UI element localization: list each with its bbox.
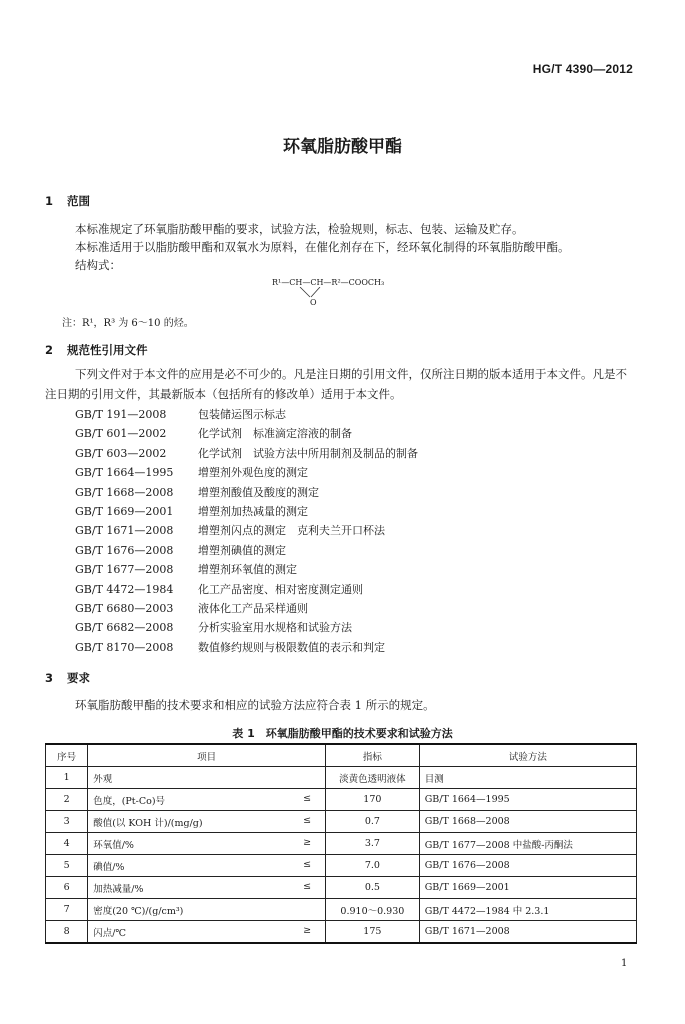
reference-code: GB/T 603—2002 — [75, 446, 167, 460]
cell-item — [88, 877, 326, 899]
item-label: 色度，(Pt-Co)号 — [93, 795, 166, 807]
section-title: 规范性引用文件 — [67, 343, 148, 357]
cell-no: 8 — [46, 921, 88, 944]
cell-item — [88, 811, 326, 833]
reference-title: 化学试剂 试验方法中所用制剂及制品的制备 — [198, 446, 418, 460]
cell-index: 0.5 — [326, 877, 420, 899]
reference-title: 化学试剂 标准滴定溶液的制备 — [198, 427, 352, 441]
cell-method: GB/T 1669—2001 — [419, 877, 636, 899]
reference-code: GB/T 601—2002 — [75, 427, 167, 441]
reference-code: GB/T 191—2008 — [75, 408, 167, 421]
cell-no: 2 — [46, 789, 88, 811]
formula-note: 注：R¹，R³ 为 6～10 的烃。 — [62, 318, 194, 329]
document-title: 环氧脂肪酸甲酯 — [283, 137, 402, 157]
reference-item — [75, 424, 418, 443]
cell-no: 7 — [46, 899, 88, 921]
cell-index: 淡黄色透明液体 — [326, 767, 420, 789]
cell-item — [88, 833, 326, 855]
cell-item — [88, 767, 326, 789]
formula-oxygen: O — [310, 298, 317, 307]
table-row — [46, 899, 637, 921]
reference-code: GB/T 1671—2008 — [75, 524, 174, 538]
item-label: 碘值/% — [93, 861, 125, 873]
cell-item — [88, 789, 326, 811]
reference-item — [75, 502, 418, 521]
reference-item — [75, 405, 418, 424]
table-row — [46, 877, 637, 899]
normative-references-intro: 下列文件对于本文件的应用是必不可少的。凡是注日期的引用文件，仅所注日期的版本适用于本文件。凡是不注日期的引用文件，其最新版本（包括所有的修改单）适用于本文件。 — [45, 367, 627, 401]
reference-item — [75, 618, 418, 637]
table-row — [46, 767, 637, 789]
requirements-table — [45, 743, 637, 944]
section-number: 3 — [45, 671, 54, 685]
table-title: 表 1 环氧脂肪酸甲酯的技术要求和试验方法 — [232, 727, 453, 740]
reference-title: 液体化工产品采样通则 — [198, 601, 308, 615]
table-row — [46, 855, 637, 877]
reference-title: 包装储运图示标志 — [198, 408, 286, 421]
column-header-no: 序号 — [46, 744, 88, 767]
reference-list — [75, 405, 418, 657]
formula-line: R¹—CH—CH—R²—COOCH₃ — [272, 278, 385, 287]
reference-title: 增塑剂酸值及酸度的测定 — [198, 485, 319, 499]
reference-title: 分析实验室用水规格和试验方法 — [198, 621, 352, 635]
table-row — [46, 811, 637, 833]
reference-code: GB/T 1669—2001 — [75, 504, 174, 518]
reference-code: GB/T 6682—2008 — [75, 621, 174, 635]
cell-method: 目测 — [419, 767, 636, 789]
reference-item — [75, 483, 418, 502]
reference-code: GB/T 1668—2008 — [75, 485, 174, 499]
reference-item — [75, 541, 418, 560]
reference-code: GB/T 8170—2008 — [75, 640, 174, 654]
requirements-intro: 环氧脂肪酸甲酯的技术要求和相应的试验方法应符合表 1 所示的规定。 — [75, 698, 435, 712]
reference-title: 增塑剂闪点的测定 克利夫兰开口杯法 — [198, 524, 385, 538]
cell-index: 170 — [326, 789, 420, 811]
reference-item — [75, 560, 418, 579]
item-label: 外观 — [93, 773, 113, 785]
cell-item — [88, 899, 326, 921]
table-header-row — [46, 744, 637, 767]
section-2-heading — [45, 342, 148, 358]
scope-paragraph-1: 本标准规定了环氧脂肪酸甲酯的要求，试验方法，检验规则，标志、包装、运输及贮存。 — [75, 222, 524, 236]
table-row — [46, 789, 637, 811]
page-number: 1 — [621, 958, 628, 969]
comparison-operator: ≥ — [303, 925, 312, 936]
cell-method: GB/T 1664—1995 — [419, 789, 636, 811]
reference-title: 增塑剂外观色度的测定 — [198, 466, 308, 480]
structural-formula — [272, 278, 385, 307]
reference-title: 增塑剂碘值的测定 — [198, 543, 286, 557]
reference-item — [75, 463, 418, 482]
comparison-operator: ≤ — [303, 815, 312, 826]
scope-paragraph-2: 本标准适用于以脂肪酸甲酯和双氧水为原料，在催化剂存在下，经环氧化制得的环氧脂肪酸甲酯。 — [75, 240, 570, 254]
reference-code: GB/T 1677—2008 — [75, 563, 174, 577]
reference-item — [75, 580, 418, 599]
cell-item — [88, 855, 326, 877]
reference-title: 化工产品密度、相对密度测定通则 — [198, 582, 363, 596]
reference-code: GB/T 4472—1984 — [75, 582, 174, 596]
reference-item — [75, 521, 418, 540]
cell-method: GB/T 1676—2008 — [419, 855, 636, 877]
comparison-operator: ≤ — [303, 793, 312, 804]
column-header-method: 试验方法 — [419, 744, 636, 767]
structure-label: 结构式： — [75, 258, 121, 272]
cell-index: 3.7 — [326, 833, 420, 855]
cell-no: 4 — [46, 833, 88, 855]
cell-item — [88, 921, 326, 944]
column-header-index: 指标 — [326, 744, 420, 767]
reference-code: GB/T 6680—2003 — [75, 601, 174, 615]
reference-title: 增塑剂环氧值的测定 — [198, 563, 297, 577]
cell-method: GB/T 1668—2008 — [419, 811, 636, 833]
item-label: 密度(20 ℃)/(g/cm³) — [93, 905, 184, 917]
table-row — [46, 921, 637, 944]
reference-title: 增塑剂加热减量的测定 — [198, 504, 308, 518]
section-title: 要求 — [67, 671, 90, 685]
item-label: 闪点/℃ — [93, 927, 127, 939]
reference-code: GB/T 1664—1995 — [75, 466, 174, 480]
cell-no: 6 — [46, 877, 88, 899]
column-header-item: 项目 — [88, 744, 326, 767]
item-label: 环氧值/% — [93, 839, 134, 851]
cell-method: GB/T 4472—1984 中 2.3.1 — [419, 899, 636, 921]
cell-index: 0.7 — [326, 811, 420, 833]
cell-index: 175 — [326, 921, 420, 944]
comparison-operator: ≤ — [303, 881, 312, 892]
item-label: 酸值(以 KOH 计)/(mg/g) — [93, 817, 203, 829]
standard-code: HG/T 4390—2012 — [532, 62, 633, 76]
cell-no: 3 — [46, 811, 88, 833]
reference-code: GB/T 1676—2008 — [75, 543, 174, 557]
reference-item — [75, 599, 418, 618]
reference-item — [75, 638, 418, 657]
cell-no: 1 — [46, 767, 88, 789]
section-title: 范围 — [67, 194, 90, 208]
comparison-operator: ≥ — [303, 837, 312, 848]
section-3-heading — [45, 670, 90, 686]
reference-title: 数值修约规则与极限数值的表示和判定 — [198, 640, 385, 654]
item-label: 加热减量/% — [93, 883, 144, 895]
reference-item — [75, 444, 418, 463]
section-number: 2 — [45, 343, 54, 357]
table-row — [46, 833, 637, 855]
section-number: 1 — [45, 194, 54, 208]
comparison-operator: ≤ — [303, 859, 312, 870]
cell-index: 7.0 — [326, 855, 420, 877]
cell-method: GB/T 1671—2008 — [419, 921, 636, 944]
section-1-heading — [45, 193, 90, 209]
cell-index: 0.910～0.930 — [326, 899, 420, 921]
cell-method: GB/T 1677—2008 中盐酸-丙酮法 — [419, 833, 636, 855]
cell-no: 5 — [46, 855, 88, 877]
